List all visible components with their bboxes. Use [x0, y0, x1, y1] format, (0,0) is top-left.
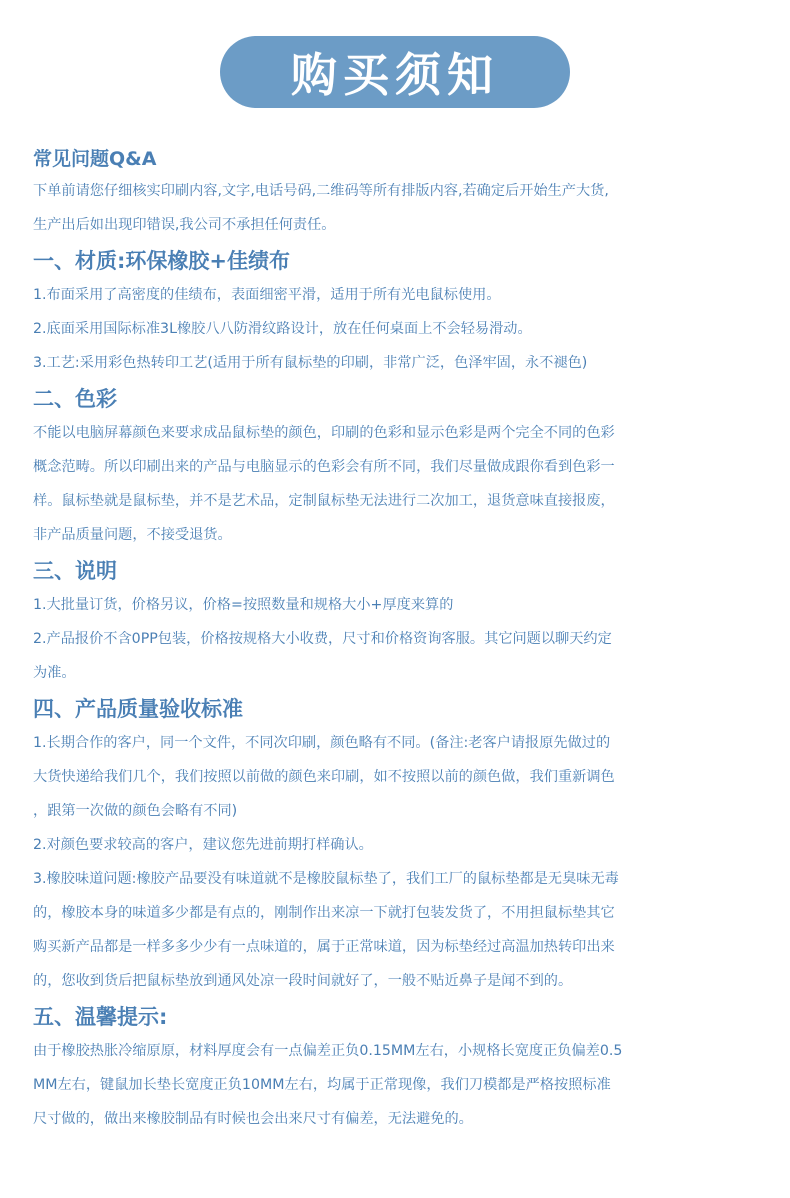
- quality-line: 1.长期合作的客户，同一个文件，不同次印刷，颜色略有不同。(备注:老客户请报原先做过的: [33, 735, 611, 751]
- qa-line: 生产出后如出现印错误,我公司不承担任何责任。: [33, 217, 336, 233]
- quality-line: 的，橡胶本身的味道多少都是有点的，刚制作出来凉一下就打包装发货了，不用担鼠标垫其它: [33, 905, 615, 921]
- explain-line: 1.大批量订货，价格另议，价格=按照数量和规格大小+厚度来算的: [33, 597, 454, 613]
- quality-line: 大货快递给我们几个，我们按照以前做的颜色来印刷，如不按照以前的颜色做，我们重新调色: [33, 769, 615, 785]
- color-line: 概念范畴。所以印刷出来的产品与电脑显示的色彩会有所不同，我们尽量做成跟你看到色彩一: [33, 459, 615, 475]
- color-line: 不能以电脑屏幕颜色来要求成品鼠标垫的颜色，印刷的色彩和显示色彩是两个完全不同的色彩: [33, 425, 615, 441]
- color-line: 样。鼠标垫就是鼠标垫，并不是艺术品，定制鼠标垫无法进行二次加工，退货意味直接报废，: [33, 493, 615, 509]
- section-material-heading: 一、材质:环保橡胶+佳绩布: [33, 249, 290, 273]
- section-quality-heading: 四、产品质量验收标准: [33, 697, 243, 721]
- tips-line: MM左右，键鼠加长垫长宽度正负10MM左右，均属于正常现像，我们刀模都是严格按照标准: [33, 1077, 611, 1093]
- material-line: 1.布面采用了高密度的佳绩布，表面细密平滑，适用于所有光电鼠标使用。: [33, 287, 501, 303]
- qa-heading: 常见问题Q&A: [33, 148, 157, 170]
- tips-line: 尺寸做的，做出来橡胶制品有时候也会出来尺寸有偏差，无法避免的。: [33, 1111, 473, 1127]
- notice-content: [33, 144, 768, 1136]
- color-line: 非产品质量问题，不接受退货。: [33, 527, 232, 543]
- material-line: 3.工艺:采用彩色热转印工艺(适用于所有鼠标垫的印刷，非常广泛，色泽牢固，永不褪色): [33, 355, 588, 371]
- quality-line: 的，您收到货后把鼠标垫放到通风处凉一段时间就好了，一般不贴近鼻子是闻不到的。: [33, 973, 573, 989]
- quality-line: 购买新产品都是一样多多少少有一点味道的，属于正常味道，因为标垫经过高温加热转印出来: [33, 939, 615, 955]
- quality-line: 2.对颜色要求较高的客户，建议您先进前期打样确认。: [33, 837, 373, 853]
- quality-line: ，跟第一次做的颜色会略有不同): [33, 803, 238, 819]
- tips-line: 由于橡胶热胀冷缩原原，材料厚度会有一点偏差正负0.15MM左右，小规格长宽度正负偏差0.5: [33, 1043, 623, 1059]
- material-line: 2.底面采用国际标准3L橡胶八八防滑纹路设计，放在任何桌面上不会轻易滑动。: [33, 321, 532, 337]
- quality-line: 3.橡胶味道问题:橡胶产品要没有味道就不是橡胶鼠标垫了，我们工厂的鼠标垫都是无臭味无毒: [33, 871, 619, 887]
- section-explain-heading: 三、说明: [33, 559, 117, 583]
- explain-line: 2.产品报价不含0PP包装，价格按规格大小收费，尺寸和价格资询客服。其它问题以聊天约定: [33, 631, 612, 647]
- section-tips-heading: 五、温馨提示:: [33, 1005, 168, 1029]
- qa-line: 下单前请您仔细核实印刷内容,文字,电话号码,二维码等所有排版内容,若确定后开始生产大货,: [33, 183, 609, 199]
- explain-line: 为准。: [33, 665, 76, 681]
- title-banner: [220, 36, 570, 108]
- banner-title: 购买须知: [291, 48, 499, 102]
- section-color-heading: 二、色彩: [33, 387, 117, 411]
